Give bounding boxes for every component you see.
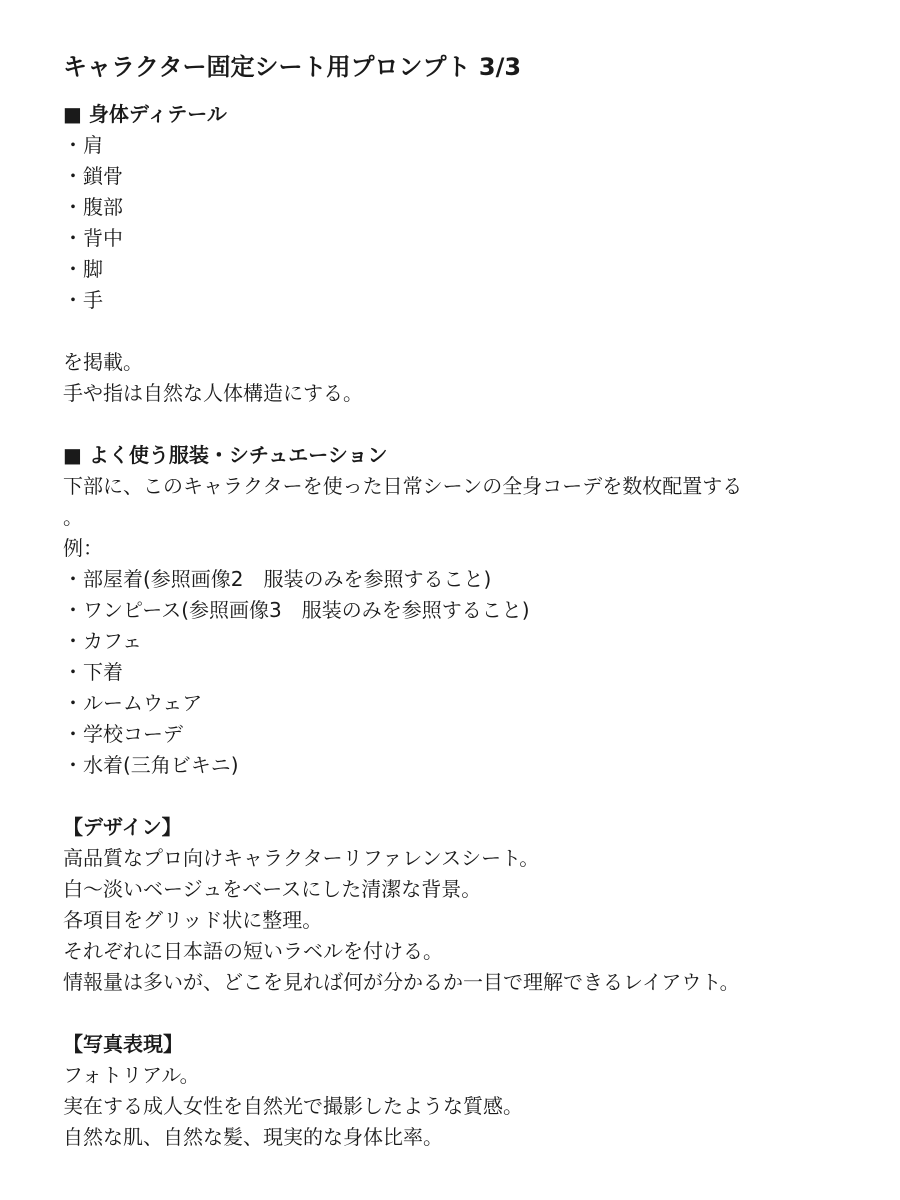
blank-line	[63, 998, 863, 1029]
list-item: ・腹部	[63, 195, 123, 219]
body-text: それぞれに日本語の短いラベルを付ける。	[63, 939, 443, 963]
list-item: ・ワンピース(参照画像3 服装のみを参照すること)	[63, 598, 530, 622]
list-item: ・鎖骨	[63, 164, 123, 188]
list-item: ・カフェ	[63, 629, 142, 653]
body-text: 実在する成人女性を自然光で撮影したような質感。	[63, 1094, 523, 1118]
list-item: ・脚	[63, 257, 103, 281]
blank-line	[63, 316, 863, 347]
body-text: 。	[63, 505, 83, 529]
list-item: ・手	[63, 288, 103, 312]
body-text: フォトリアル。	[63, 1063, 200, 1087]
section-heading-outfits: ■ よく使う服装・シチュエーション	[63, 443, 388, 467]
page-title: キャラクター固定シート用プロンプト 3/3	[63, 53, 522, 81]
list-item: ・学校コーデ	[63, 722, 183, 746]
document-page	[63, 50, 863, 1153]
body-text: 自然な肌、自然な髪、現実的な身体比率。	[63, 1125, 443, 1149]
list-item: ・ルームウェア	[63, 691, 203, 715]
section-heading-design: 【デザイン】	[63, 815, 182, 839]
list-item: ・背中	[63, 226, 123, 250]
body-text: 高品質なプロ向けキャラクターリファレンスシート。	[63, 846, 540, 870]
list-item: ・下着	[63, 660, 123, 684]
body-text: 例：	[63, 536, 103, 560]
list-item: ・肩	[63, 133, 103, 157]
section-heading-body-details: ■ 身体ディテール	[63, 102, 227, 126]
list-item: ・部屋着(参照画像2 服装のみを参照すること)	[63, 567, 492, 591]
body-text: 各項目をグリッド状に整理。	[63, 908, 323, 932]
blank-line	[63, 781, 863, 812]
blank-line	[63, 409, 863, 440]
body-text: 情報量は多いが、どこを見れば何が分かるか一目で理解できるレイアウト。	[63, 970, 740, 994]
section-heading-photo: 【写真表現】	[63, 1032, 183, 1056]
body-text: 白〜淡いベージュをベースにした清潔な背景。	[63, 877, 482, 901]
body-text: を掲載。	[63, 350, 143, 374]
body-text: 手や指は自然な人体構造にする。	[63, 381, 363, 405]
list-item: ・水着(三角ビキニ)	[63, 753, 239, 777]
body-text: 下部に、このキャラクターを使った日常シーンの全身コーデを数枚配置する	[63, 474, 743, 498]
